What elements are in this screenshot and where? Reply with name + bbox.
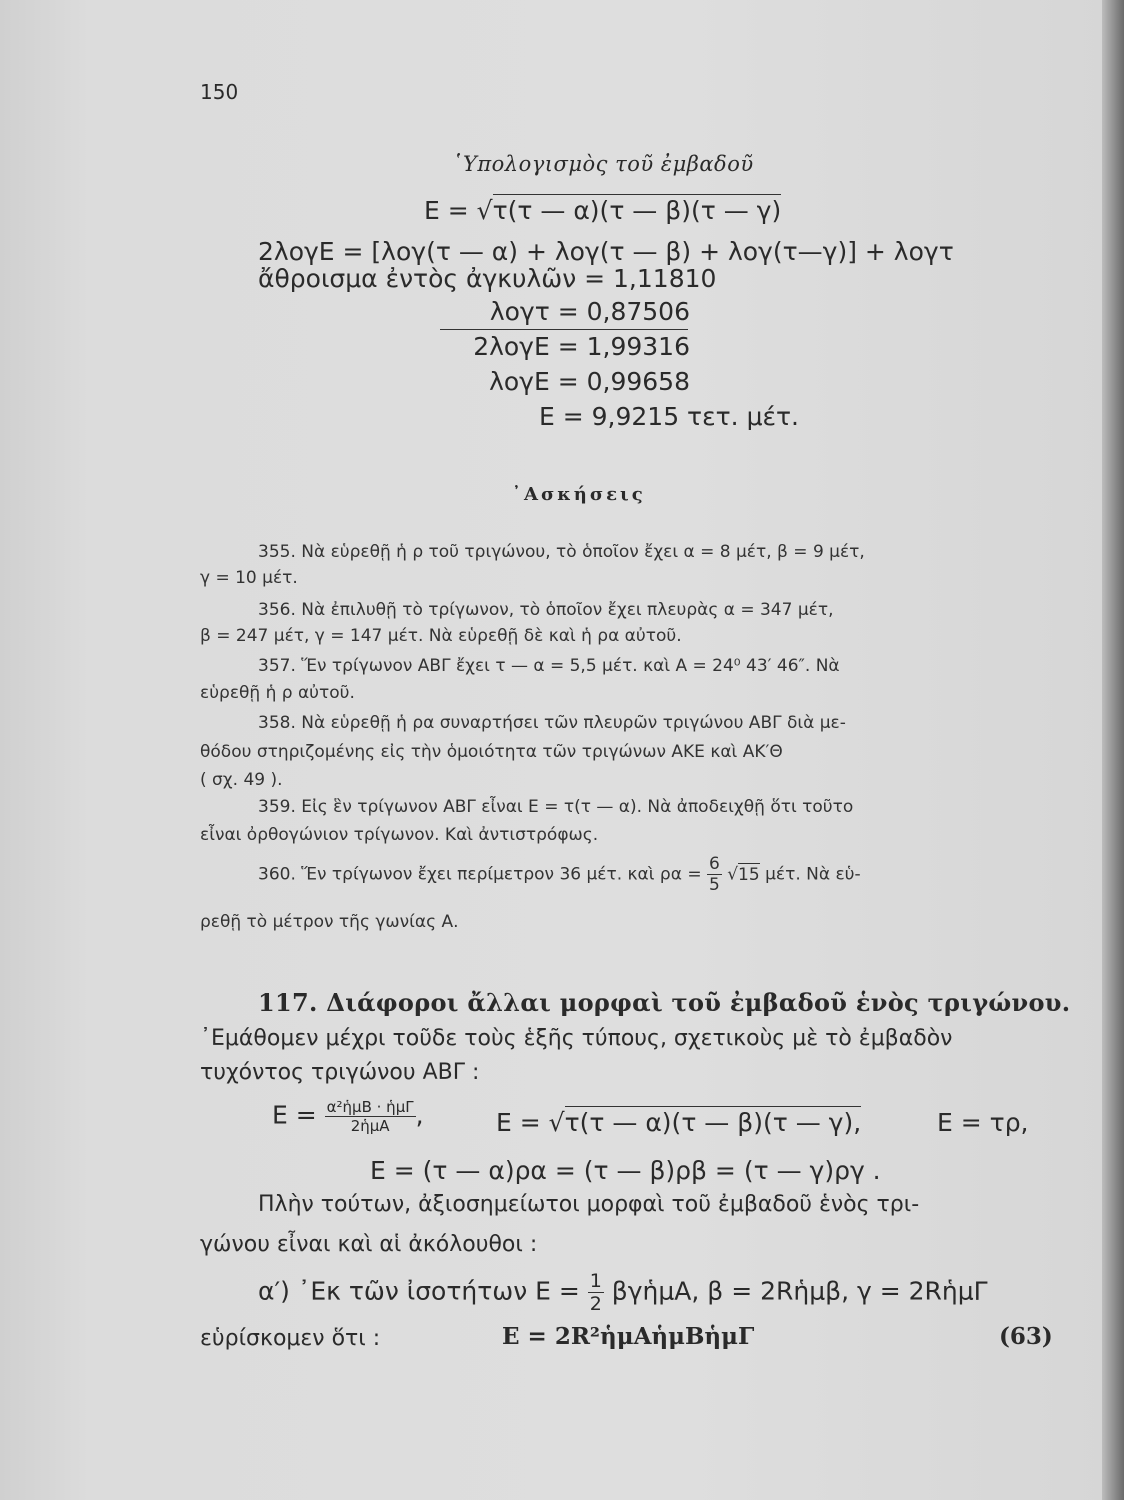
page-number: 150	[200, 80, 239, 104]
section-117-heading: 117. Διάφοροι ἄλλαι μορφαὶ τοῦ ἐμβαδοῦ ἑνὸς τριγώνου.	[258, 988, 1071, 1017]
exercise-358-line-1: 358. Νὰ εὑρεθῇ ἡ ρα συναρτήσει τῶν πλευρῶν τριγώνου ΑΒΓ διὰ με-	[258, 713, 846, 733]
formula-sine-denominator: 2ἡμΑ	[350, 1117, 390, 1135]
formula-heron-area	[496, 1108, 861, 1137]
sum-divider-line	[440, 329, 688, 330]
fraction-one-half	[588, 1270, 604, 1315]
formula-sine-fraction	[325, 1098, 416, 1135]
area-formula-heron	[424, 196, 781, 225]
sum-in-brackets: ἄθροισμα ἐντὸς ἀγκυλῶν = 1,11810	[258, 264, 717, 293]
page-spine-shadow	[1102, 0, 1124, 1500]
formula-sine-numerator: α²ἡμΒ · ἡμΓ	[326, 1098, 414, 1116]
besides-line-1: Πλὴν τούτων, ἀξιοσημείωτοι μορφαὶ τοῦ ἐμβαδοῦ ἑνὸς τρι-	[258, 1192, 920, 1217]
intro-line-2: τυχόντος τριγώνου ΑΒΓ :	[200, 1060, 480, 1085]
exercise-358-line-3: ( σχ. 49 ).	[200, 770, 283, 790]
formula-exradius-area: E = (τ — α)ρα = (τ — β)ρβ = (τ — γ)ργ .	[370, 1156, 881, 1185]
log-sum-formula: 2λογE = [λογ(τ — α) + λογ(τ — β) + λογ(τ—γ)] + λογτ	[258, 237, 954, 266]
area-formula-lhs: E =	[424, 196, 477, 225]
we-find-label: εὑρίσκομεν ὅτι :	[200, 1326, 381, 1351]
sqrt-sign: √	[476, 196, 493, 225]
area-result-line: E = 9,9215 τετ. μέτ.	[539, 402, 799, 431]
exercise-360-text-start: 360. Ἕν τρίγωνον ἔχει περίμετρον 36 μέτ. καὶ ρα =	[258, 864, 707, 885]
equation-number-63: (63)	[999, 1323, 1053, 1350]
exercise-360-line-2: ρεθῇ τὸ μέτρον τῆς γωνίας Α.	[200, 912, 459, 932]
intro-line-1: ᾿Εμάθομεν μέχρι τοῦδε τοὺς ἑξῆς τύπους, σχετικοὺς μὲ τὸ ἐμβαδὸν	[200, 1026, 953, 1051]
exercise-357-line-1: 357. Ἕν τρίγωνον ΑΒΓ ἔχει τ — α = 5,5 μέτ. καὶ Α = 24⁰ 43′ 46″. Νὰ	[258, 656, 840, 676]
fraction-numerator: 6	[708, 854, 720, 874]
formula-sine-lhs: E =	[272, 1100, 325, 1130]
exercise-360-line-1	[258, 854, 861, 895]
log-e-line: λογE = 0,99658	[489, 367, 690, 396]
fraction-six-fifths	[707, 854, 722, 895]
exercise-356-line-2: β = 247 μέτ, γ = 147 μέτ. Νὰ εὑρεθῇ δὲ καὶ ἡ ρα αὐτοῦ.	[200, 626, 682, 646]
exercise-355-line-2: γ = 10 μέτ.	[200, 568, 298, 588]
exercise-358-line-2: θόδου στηριζομένης εἰς τὴν ὁμοιότητα τῶν τριγώνων ΑΚΕ καὶ ΑΚ′Θ	[200, 742, 783, 762]
exercise-360-text-end: μέτ. Νὰ εὑ-	[759, 864, 861, 885]
formula-heron-lhs: E =	[496, 1108, 549, 1137]
exercise-359-line-1: 359. Εἰς ἓν τρίγωνον ΑΒΓ εἶναι Ε = τ(τ — α). Νὰ ἀποδειχθῇ ὅτι τοῦτο	[258, 797, 854, 817]
section-title: ῾Υπολογισμὸς τοῦ ἐμβαδοῦ	[452, 152, 754, 176]
exercise-359-line-2: εἶναι ὀρθογώνιον τρίγωνον. Καὶ ἀντιστρόφως.	[200, 825, 599, 845]
log-tau-line: λογτ = 0,87506	[489, 297, 690, 326]
two-log-e-line: 2λογE = 1,99316	[473, 332, 690, 361]
exercise-355-line-1: 355. Νὰ εὑρεθῇ ἡ ρ τοῦ τριγώνου, τὸ ὁποῖον ἔχει α = 8 μέτ, β = 9 μέτ,	[258, 542, 865, 562]
sqrt-sign: √	[727, 864, 739, 885]
exercise-357-line-2: εὑρεθῇ ἡ ρ αὐτοῦ.	[200, 683, 355, 703]
radicand-fifteen: 15	[738, 864, 760, 885]
alpha-case-text-start: α′) ᾿Εκ τῶν ἰσοτήτων E =	[258, 1276, 588, 1306]
area-formula-radicand: τ(τ — α)(τ — β)(τ — γ)	[492, 196, 782, 225]
exercises-heading: ᾿Ασκήσεις	[512, 484, 646, 505]
fraction-numerator: 1	[589, 1270, 602, 1292]
formula-inradius-area: E = τρ,	[937, 1108, 1029, 1137]
sqrt-sign: √	[548, 1108, 565, 1137]
formula-sine-comma: ,	[415, 1100, 424, 1130]
alpha-case-line	[258, 1270, 988, 1315]
fraction-denominator: 5	[708, 875, 720, 895]
formula-heron-radicand: τ(τ — α)(τ — β)(τ — γ),	[564, 1108, 862, 1137]
fraction-denominator: 2	[589, 1293, 602, 1315]
formula-63: E = 2R²ἡμΑἡμΒἡμΓ	[502, 1323, 755, 1350]
exercise-356-line-1: 356. Νὰ ἐπιλυθῇ τὸ τρίγωνον, τὸ ὁποῖον ἔχει πλευρὰς α = 347 μέτ,	[258, 600, 834, 620]
formula-sine-area	[272, 1098, 424, 1135]
alpha-case-text-end: βγἡμΑ, β = 2Rἡμβ, γ = 2RἡμΓ	[603, 1276, 988, 1306]
besides-line-2: γώνου εἶναι καὶ αἱ ἀκόλουθοι :	[200, 1232, 538, 1257]
